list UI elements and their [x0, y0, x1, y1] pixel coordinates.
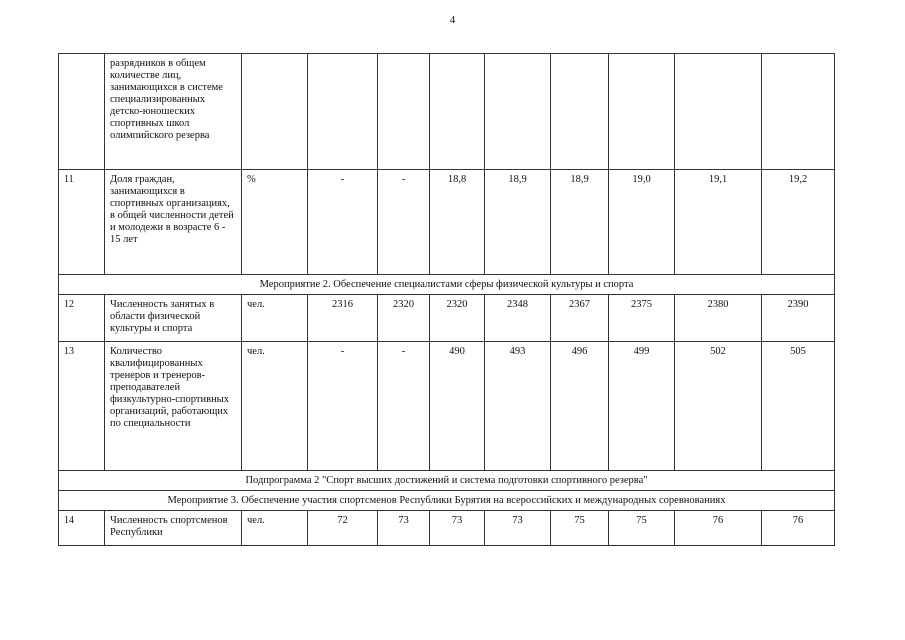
section-row: [59, 275, 835, 295]
section-heading-subprogram-2: Подпрограмма 2 "Спорт высших достижений и система подготовки спортивного резерва": [59, 471, 835, 491]
indicators-table: [58, 53, 835, 546]
value-cell: -: [378, 170, 430, 275]
value-cell: 73: [378, 511, 430, 546]
unit-cell: %: [242, 170, 308, 275]
value-cell: 18,9: [485, 170, 551, 275]
value-cell: [485, 54, 551, 170]
value-cell: [675, 54, 762, 170]
unit-cell: чел.: [242, 511, 308, 546]
value-cell: 76: [762, 511, 835, 546]
section-row: [59, 471, 835, 491]
value-cell: [378, 54, 430, 170]
section-heading-measure-3: Мероприятие 3. Обеспечение участия спортсменов Республики Бурятия на всероссийских и международных соревнованиях: [59, 491, 835, 511]
value-cell: -: [308, 170, 378, 275]
value-cell: 499: [609, 342, 675, 471]
value-cell: -: [378, 342, 430, 471]
value-cell: 496: [551, 342, 609, 471]
value-cell: [308, 54, 378, 170]
value-cell: 2316: [308, 295, 378, 342]
value-cell: 72: [308, 511, 378, 546]
section-row: [59, 491, 835, 511]
value-cell: 18,8: [430, 170, 485, 275]
value-cell: 76: [675, 511, 762, 546]
table-row: [59, 54, 835, 170]
value-cell: 19,1: [675, 170, 762, 275]
row-number: 11: [59, 170, 105, 275]
row-number: 13: [59, 342, 105, 471]
indicator-name: Численность спортсменов Республики: [105, 511, 242, 546]
value-cell: 490: [430, 342, 485, 471]
table-row: [59, 342, 835, 471]
indicator-name: Количество квалифицированных тренеров и тренеров-преподавателей физкультурно-спортивных организаций, работающих по специальности: [105, 342, 242, 471]
row-number: 12: [59, 295, 105, 342]
value-cell: 19,0: [609, 170, 675, 275]
value-cell: 502: [675, 342, 762, 471]
table-row: [59, 295, 835, 342]
value-cell: 2390: [762, 295, 835, 342]
value-cell: [551, 54, 609, 170]
indicator-name: Доля граждан, занимающихся в спортивных организациях, в общей численности детей и молодежи в возрасте 6 - 15 лет: [105, 170, 242, 275]
value-cell: 2320: [378, 295, 430, 342]
unit-cell: [242, 54, 308, 170]
unit-cell: чел.: [242, 342, 308, 471]
value-cell: 73: [485, 511, 551, 546]
value-cell: 2380: [675, 295, 762, 342]
value-cell: 2375: [609, 295, 675, 342]
value-cell: [609, 54, 675, 170]
value-cell: 18,9: [551, 170, 609, 275]
value-cell: -: [308, 342, 378, 471]
page-number: 4: [449, 14, 456, 26]
row-number: 14: [59, 511, 105, 546]
value-cell: 2367: [551, 295, 609, 342]
value-cell: 493: [485, 342, 551, 471]
value-cell: 2348: [485, 295, 551, 342]
value-cell: 75: [609, 511, 675, 546]
value-cell: 505: [762, 342, 835, 471]
value-cell: [762, 54, 835, 170]
value-cell: [430, 54, 485, 170]
value-cell: 19,2: [762, 170, 835, 275]
value-cell: 2320: [430, 295, 485, 342]
table-row: [59, 170, 835, 275]
table-row: [59, 511, 835, 546]
section-heading-measure-2: Мероприятие 2. Обеспечение специалистами сферы физической культуры и спорта: [59, 275, 835, 295]
row-number: [59, 54, 105, 170]
indicator-name: Численность занятых в области физической культуры и спорта: [105, 295, 242, 342]
value-cell: 75: [551, 511, 609, 546]
unit-cell: чел.: [242, 295, 308, 342]
indicator-name: разрядников в общем количестве лиц, занимающихся в системе специализированных детско-юношеских спортивных школ олимпийского резерва: [105, 54, 242, 170]
value-cell: 73: [430, 511, 485, 546]
